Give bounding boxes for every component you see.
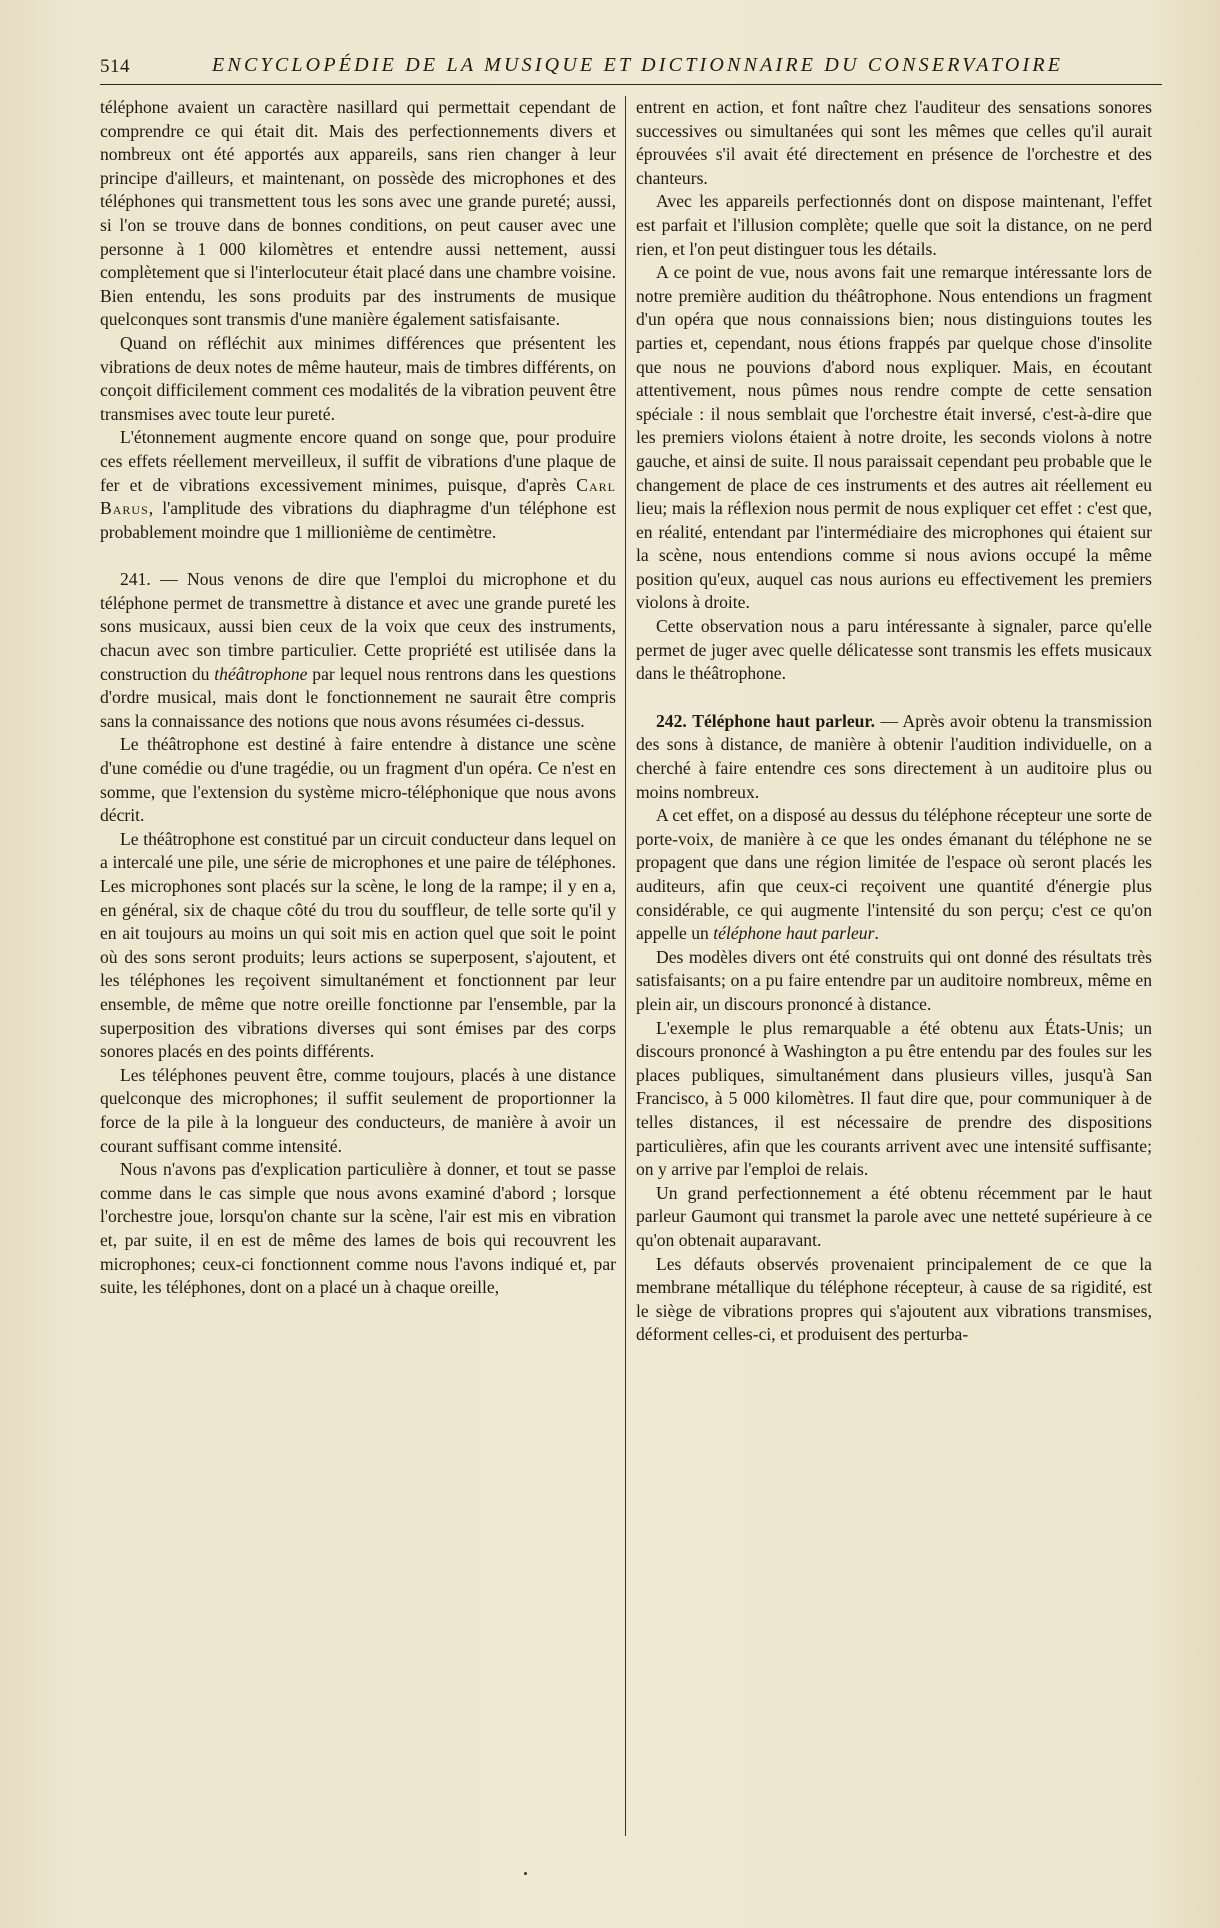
section-number: 242. (656, 710, 687, 731)
page-number: 514 (100, 56, 130, 77)
section-spacer (100, 544, 616, 568)
paragraph: Avec les appareils perfectionnés dont on dispose maintenant, l'effet est parfait et l'illusion complète; quelle que soit la distance, on ne perd rien, et l'on peut distinguer tous les détails. (636, 191, 1152, 259)
page-header (100, 52, 1162, 85)
paragraph: Nous n'avons pas d'explication particulière à donner, et tout se passe comme dans le cas simple que nous avons examiné d'abord ; lorsque l'orchestre joue, lorsqu'on chante sur la scène, l'air est mis en vibration et, par suite, il en est de même des lames de bois qui recouvrent les microphones; ceux-ci fonctionnent comme nous l'avons indiqué et, par suite, les téléphones, dont on a placé un à chaque oreille, (100, 1159, 616, 1298)
paragraph: Quand on réfléchit aux minimes différences que présentent les vibrations de deux notes de même hauteur, mais de timbres différents, on conçoit difficilement comment ces modalités de la vibration peuvent être transmises avec toute leur pureté. (100, 332, 616, 424)
section-number: 241. (120, 569, 151, 590)
paragraph: L'exemple le plus remarquable a été obtenu aux États-Unis; un discours prononcé à Washington a pu être entendu par des foules sur les places publiques, simultanément dans plusieurs villes, jusqu'à San Francisco, à 5 000 kilomètres. Il faut dire que, pour communiquer à de telles distances, il est nécessaire de prendre des dispositions particulières, afin que les courants arrivent avec une intensité suffisante; on y arrive par l'emploi de relais. (636, 1017, 1152, 1180)
text-run: par lequel nous rentrons dans les questions d'ordre musical, mais dont le fonctionnement ne saurait être compris sans la connaissance des notions que nous avons résumées ci-dessus. (100, 663, 616, 731)
paragraph: Des modèles divers ont été construits qui ont donné des résultats très satisfaisants; on a pu faire entendre par un auditoire nombreux, même en plein air, un discours prononcé à distance. (636, 946, 1152, 1014)
paragraph: Le théâtrophone est destiné à faire entendre à distance une scène d'une comédie ou d'une tragédie, ou un fragment d'un opéra. Ce n'est en somme, que l'extension du système micro-téléphonique que nous avons décrit. (100, 734, 616, 826)
section-241 (100, 568, 616, 733)
text-run: — Après avoir obtenu la transmission des sons à distance, de manière à obtenir l'audition individuelle, on a cherché à faire entendre ces sons directement à un auditoire plus ou moins nombreux. (636, 710, 1152, 802)
paragraph: A ce point de vue, nous avons fait une remarque intéressante lors de notre première audition du théâtrophone. Nous entendions un fragment d'un opéra que nous connaissions bien; nous distinguions toutes les parties et, cependant, nous étions frappés par quelque chose d'insolite que nous ne pouvions d'abord nous expliquer. Mais, en écoutant attentivement, nous pûmes nous rendre compte de cette sensation spéciale : il nous semblait que l'orchestre était inversé, c'est-à-dire que les premiers violons étaient à notre droite, les seconds violons à notre gauche, et ainsi de suite. Il nous paraissait cependant peu probable que le changement de place de ces instruments et des autres ait réellement eu lieu; mais la réflexion nous permit de nous expliquer cet effet : c'est que, en réalité, entendant par l'intermédiaire des microphones qui étaient sur la scène, nous entendions comme si nous avions occupé la même position qu'eux, auquel cas nous aurions eu effectivement les premiers violons à droite. (636, 262, 1152, 613)
text-run: — Nous venons de dire que l'emploi du microphone et du téléphone permet de transmettre à distance et avec une grande pureté les sons musicaux, aussi bien ceux de la voix que ceux des instruments, chacun avec son timbre particulier. Cette propriété est utilisée dans la construction du (100, 569, 616, 684)
text-run: L'étonnement augmente encore quand on songe que, pour produire ces effets réellement merveilleux, il suffit de vibrations d'une plaque de fer et de vibrations excessivement minimes, puisque, d'après (100, 427, 616, 495)
paragraph: Le théâtrophone est constitué par un circuit conducteur dans lequel on a intercalé une pile, une série de microphones et une paire de téléphones. Les microphones sont placés sur la scène, le long de la rampe; il y en a, en général, six de chaque côté du trou du souffleur, de telle sorte qu'il y en ait toujours au moins un qui soit mis en action quel que soit le point où des sons seront produits; leurs actions se superposent, s'ajoutent, et les téléphones les reçoivent simultanément et fonctionnent par leur ensemble, de même que notre oreille fonctionne par l'ensemble, par la superposition des vibrations diverses qui sont émises par des corps sonores placés en des points différents. (100, 828, 616, 1062)
text-run: A cet effet, on a disposé au dessus du téléphone récepteur une sorte de porte-voix, de manière à ce que les ondes émanant du téléphone ne se propagent que dans une région limitée de l'espace où seront placés les auditeurs, afin que ceux-ci reçoivent une quantité d'énergie plus considérable, ce qui augmente l'intensité du son perçu; c'est ce qu'on appelle un (636, 805, 1152, 944)
paragraph (100, 426, 616, 544)
running-title: ENCYCLOPÉDIE DE LA MUSIQUE ET DICTIONNAIRE DU CONSERVATOIRE (212, 54, 1064, 76)
left-column (100, 96, 616, 1300)
text-run: . (874, 923, 879, 944)
author-name: Carl Barus (100, 474, 616, 519)
paragraph: Les défauts observés provenaient principalement de ce que la membrane métallique du téléphone récepteur, à cause de sa rigidité, est le siège de vibrations propres qui s'ajoutent aux vibrations transmises, déforment celles-ci, et produisent des perturba- (636, 1253, 1152, 1345)
paragraph: Cette observation nous a paru intéressante à signaler, parce qu'elle permet de juger avec quelle délicatesse sont transmis les effets musicaux dans le théâtrophone. (636, 616, 1152, 684)
section-title: Téléphone haut parleur. (692, 710, 876, 731)
text-run: , l'amplitude des vibrations du diaphragme d'un téléphone est probablement moindre que 1 millionième de centimètre. (100, 498, 616, 542)
print-speck (524, 1872, 527, 1875)
paragraph: Les téléphones peuvent être, comme toujours, placés à une distance quelconque des microphones; il suffit seulement de proportionner la force de la pile à la longueur des conducteurs, de manière à avoir un courant suffisant comme intensité. (100, 1064, 616, 1156)
paragraph: entrent en action, et font naître chez l'auditeur des sensations sonores successives ou simultanées qui sont les mêmes que celles qu'il aurait éprouvées s'il avait été directement en présence de l'orchestre et des chanteurs. (636, 97, 1152, 188)
paragraph: Un grand perfectionnement a été obtenu récemment par le haut parleur Gaumont qui transmet la parole avec une netteté supérieure à ce qu'on obtenait auparavant. (636, 1182, 1152, 1250)
right-column (636, 96, 1152, 1347)
section-spacer (636, 686, 1152, 710)
paragraph: téléphone avaient un caractère nasillard qui permettait cependant de comprendre ce qui était dit. Mais des perfectionnements divers et nombreux ont été apportés aux appareils, sans rien changer à leur principe d'ailleurs, et maintenant, on possède des microphones et des téléphones qui transmettent tous les sons avec une grande pureté; aussi, si l'on se trouve dans de bonnes conditions, on peut causer avec une personne à 1 000 kilomètres et entendre aussi nettement, aussi complètement que si l'interlocuteur était placé dans une chambre voisine. Bien entendu, les sons produits par des instruments de musique quelconques sont transmis d'une manière également satisfaisante. (100, 97, 616, 330)
section-242 (636, 710, 1152, 804)
italic-term: téléphone haut parleur (713, 923, 875, 944)
column-divider (625, 96, 626, 1836)
paragraph (636, 804, 1152, 946)
italic-term: théâtrophone (214, 663, 308, 684)
